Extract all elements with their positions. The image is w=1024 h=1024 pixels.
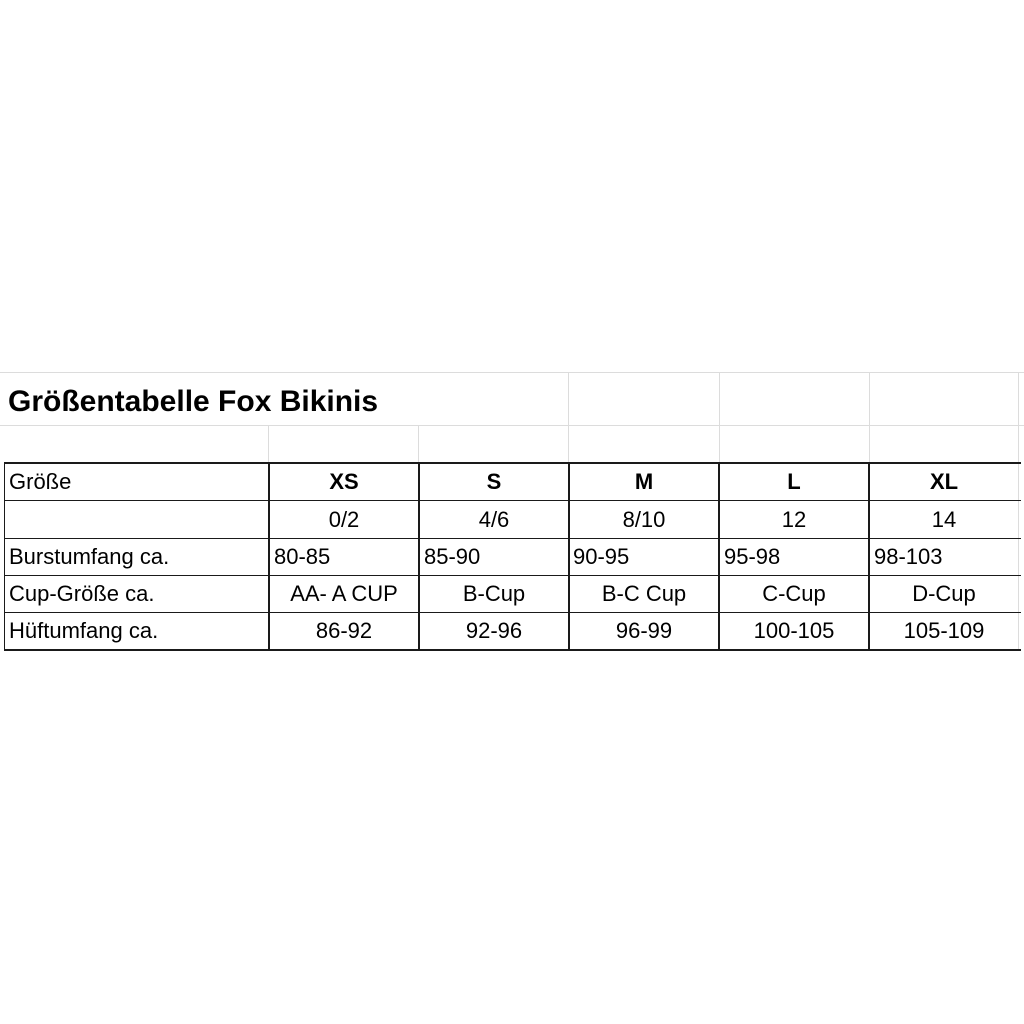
header-cell-xl: XL [929, 469, 959, 494]
table-cell: 98-103 [874, 544, 943, 569]
table-cell: D-Cup [912, 581, 976, 606]
table-cell: 100-105 [753, 618, 835, 643]
table-cell: 86-92 [315, 618, 373, 643]
table-cell: 0/2 [328, 506, 360, 532]
row-label: Burstumfang ca. [9, 544, 170, 569]
gridline [568, 372, 569, 462]
table-cell: 95-98 [724, 544, 781, 569]
table-cell: 105-109 [903, 618, 985, 643]
table-cell: 92-96 [465, 618, 523, 643]
table-cell: AA- A CUP [290, 581, 398, 606]
table-cell [4, 501, 268, 538]
row-label: Hüftumfang ca. [9, 618, 159, 643]
gridline [268, 426, 269, 462]
table-cell: 8/10 [622, 506, 666, 532]
table-cell: B-Cup [462, 581, 526, 606]
gridline [869, 372, 870, 462]
table-cell: 96-99 [615, 618, 673, 643]
header-cell-xs: XS [329, 469, 359, 494]
table-cell: 90-95 [573, 544, 630, 569]
sheet-title: Größentabelle Fox Bikinis [8, 385, 379, 418]
table-cell: 12 [781, 506, 807, 532]
gridline [719, 372, 720, 462]
header-cell-s: S [486, 469, 502, 494]
table-cell: 14 [931, 506, 957, 532]
header-cell-label: Größe [9, 469, 72, 494]
header-cell-m: M [634, 469, 654, 494]
table-cell: B-C Cup [601, 581, 687, 606]
gridline [0, 372, 1024, 373]
gridline [418, 426, 419, 462]
header-cell-l: L [787, 469, 801, 494]
gridline [1018, 462, 1019, 650]
table-cell: 85-90 [424, 544, 481, 569]
table-cell: 4/6 [478, 506, 510, 532]
row-label: Cup-Größe ca. [9, 581, 155, 606]
table-cell: 80-85 [274, 544, 331, 569]
gridline [1018, 372, 1019, 462]
gridline [0, 425, 1024, 426]
table-cell: C-Cup [762, 581, 826, 606]
